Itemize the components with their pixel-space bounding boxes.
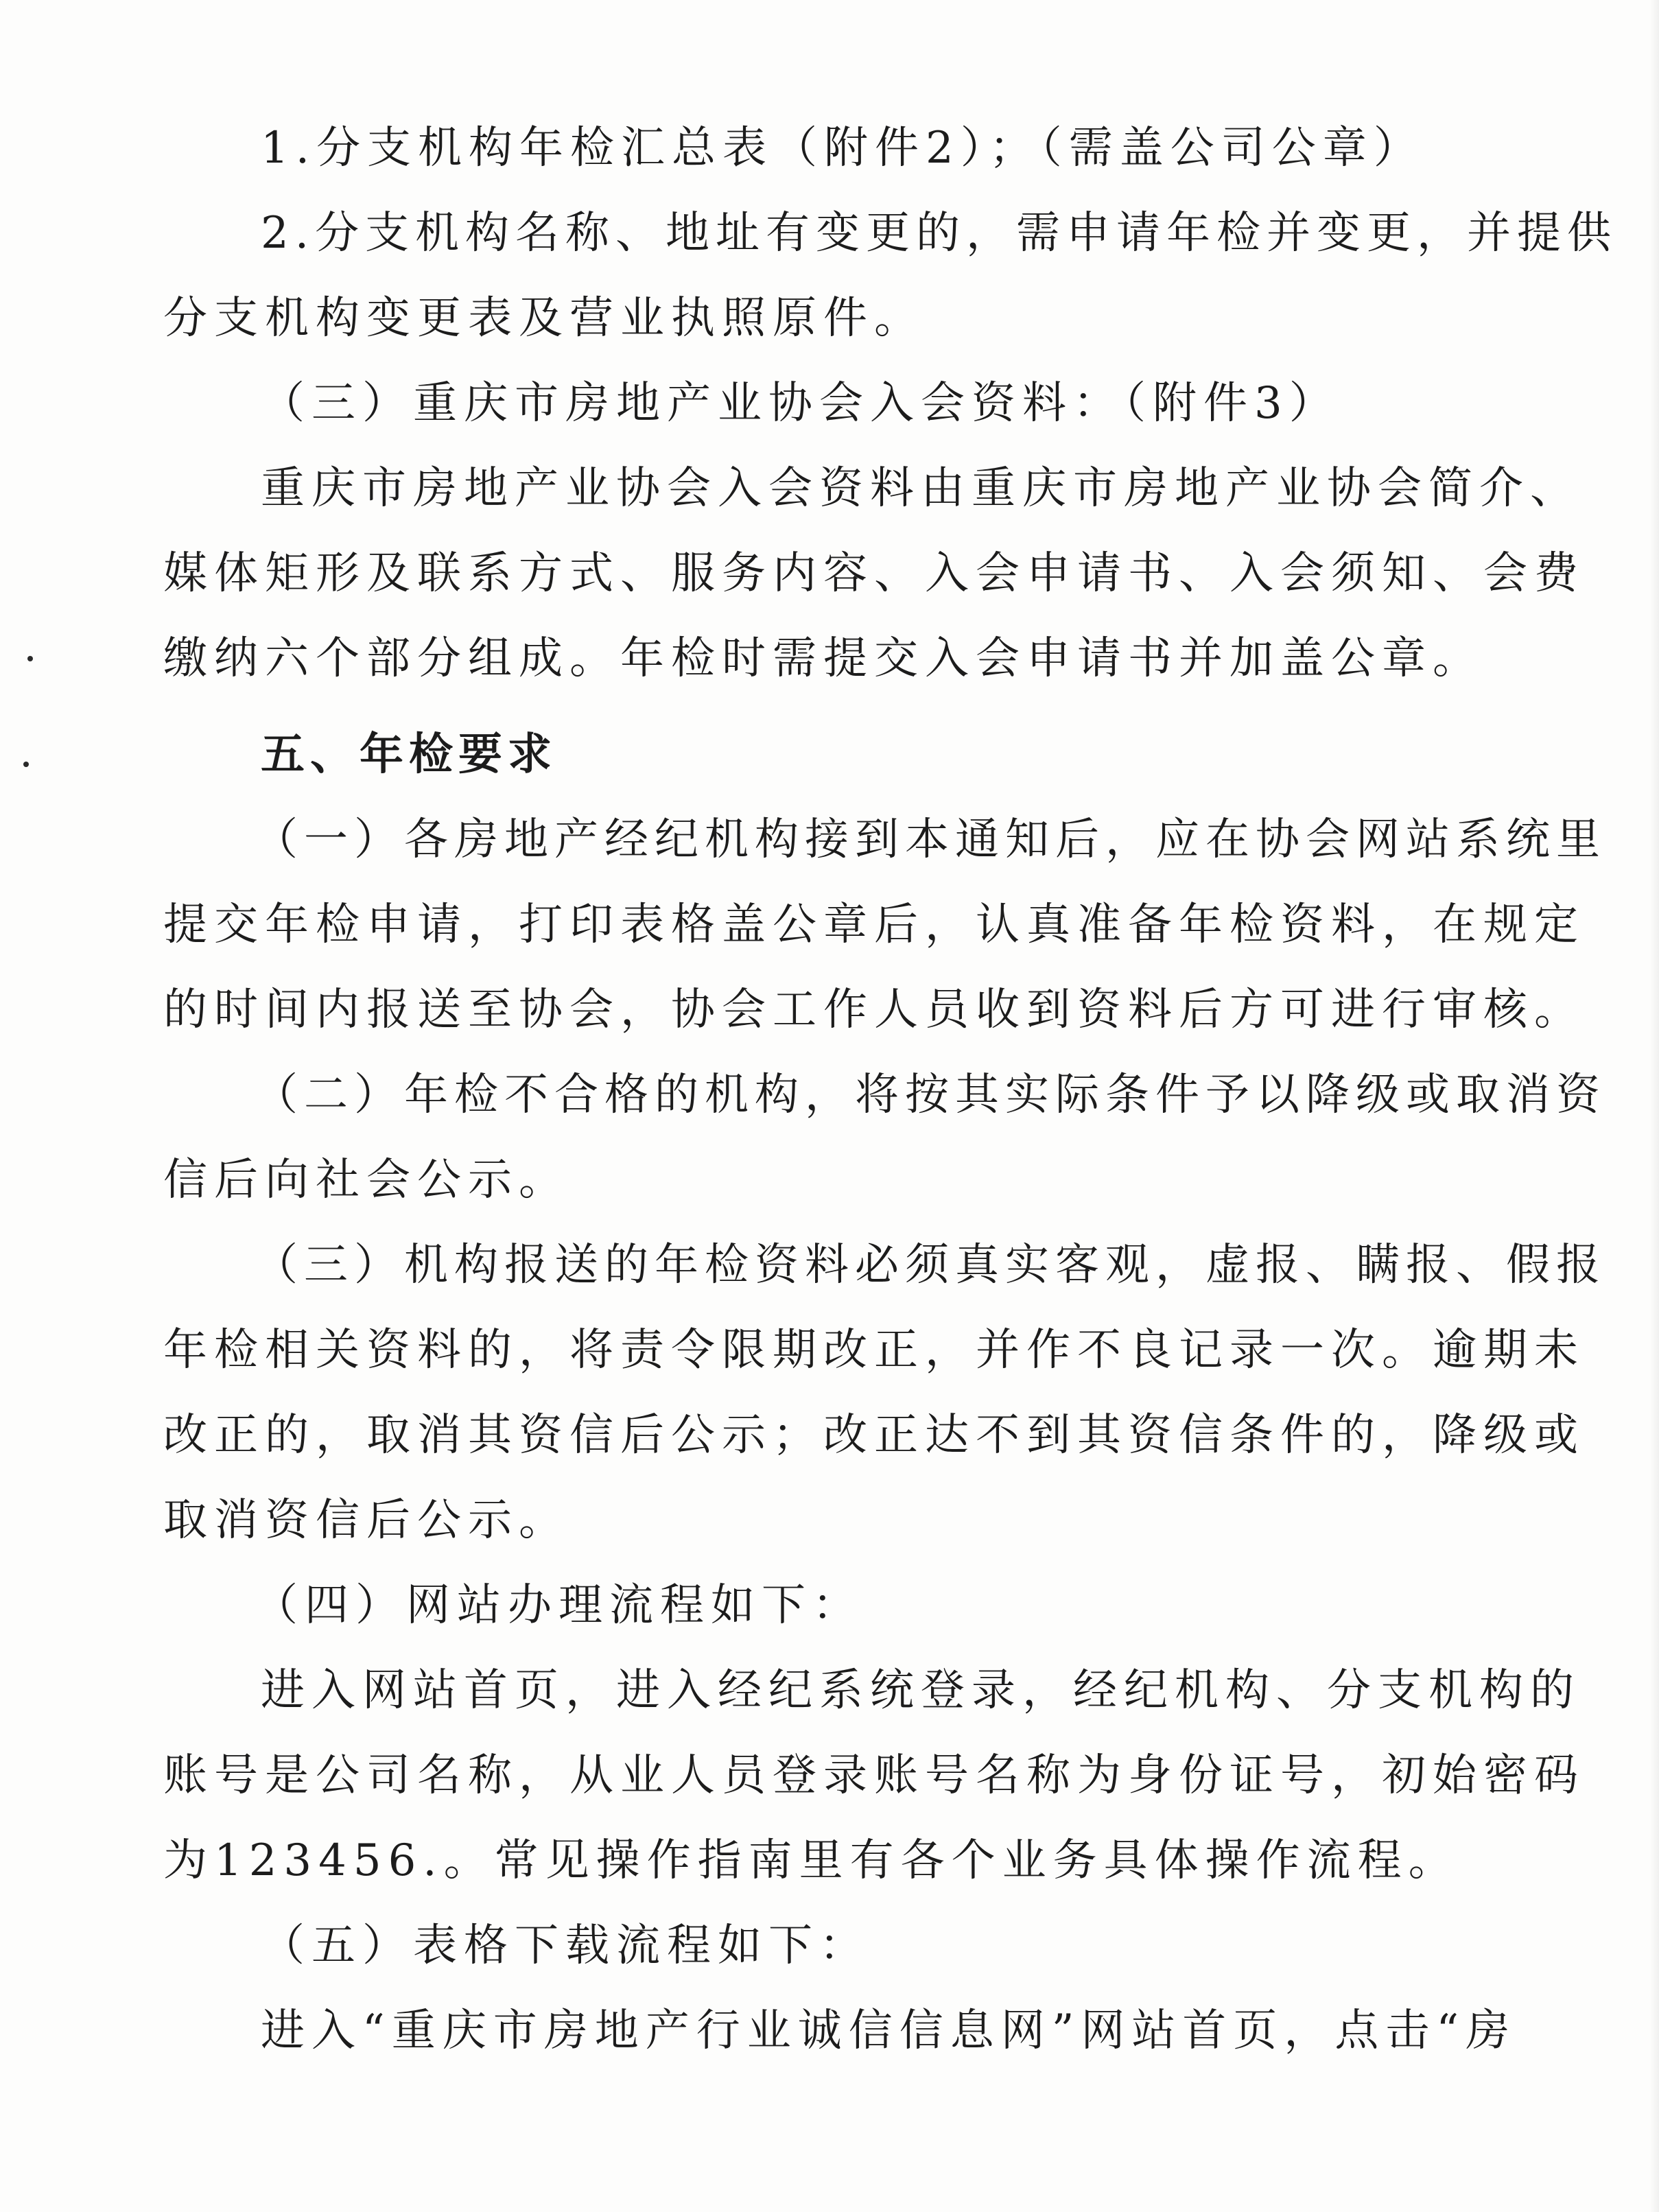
body-line-2: 2.分支机构名称、地址有变更的，需申请年检并变更，并提供 bbox=[261, 208, 1618, 259]
body-line-5: 重庆市房地产业协会入会资料由重庆市房地产业协会简介、 bbox=[261, 463, 1581, 514]
body-line-10: 提交年检申请，打印表格盖公章后，认真准备年检资料，在规定 bbox=[163, 899, 1585, 950]
body-line-6: 媒体矩形及联系方式、服务内容、入会申请书、入会须知、会费 bbox=[163, 548, 1585, 599]
body-line-1: 1.分支机构年检汇总表（附件2）；（需盖公司公章） bbox=[261, 123, 1424, 174]
body-line-21: 为123456.。常见操作指南里有各个业务具体操作流程。 bbox=[163, 1835, 1459, 1886]
subsection-heading-4: （四）网站办理流程如下： bbox=[254, 1580, 863, 1631]
scan-edge-shadow bbox=[1649, 0, 1659, 2212]
body-line-13: 信后向社会公示。 bbox=[163, 1155, 569, 1205]
scan-speck bbox=[27, 656, 33, 661]
body-line-19: 进入网站首页，进入经纪系统登录，经纪机构、分支机构的 bbox=[261, 1665, 1581, 1716]
section-heading-5: 五、年检要求 bbox=[261, 729, 557, 780]
scan-speck bbox=[23, 762, 29, 767]
body-line-15: 年检相关资料的，将责令限期改正，并作不良记录一次。逾期未 bbox=[163, 1325, 1585, 1376]
body-line-9: （一）各房地产经纪机构接到本通知后，应在协会网站系统里 bbox=[254, 814, 1606, 865]
body-line-12: （二）年检不合格的机构，将按其实际条件予以降级或取消资 bbox=[254, 1070, 1606, 1120]
body-line-20: 账号是公司名称，从业人员登录账号名称为身份证号，初始密码 bbox=[163, 1750, 1585, 1801]
body-line-11: 的时间内报送至协会，协会工作人员收到资料后方可进行审核。 bbox=[163, 985, 1585, 1035]
body-line-23: 进入“重庆市房地产行业诚信信息网”网站首页，点击“房 bbox=[261, 2005, 1517, 2056]
body-line-7: 缴纳六个部分组成。年检时需提交入会申请书并加盖公章。 bbox=[163, 633, 1483, 684]
subsection-heading-3: （三）重庆市房地产业协会入会资料：（附件3） bbox=[261, 378, 1340, 429]
body-line-14: （三）机构报送的年检资料必须真实客观，虚报、瞒报、假报 bbox=[254, 1240, 1606, 1291]
subsection-heading-5: （五）表格下载流程如下： bbox=[261, 1920, 870, 1971]
body-line-17: 取消资信后公示。 bbox=[163, 1495, 569, 1546]
body-line-3: 分支机构变更表及营业执照原件。 bbox=[163, 293, 925, 344]
body-line-16: 改正的，取消其资信后公示；改正达不到其资信条件的，降级或 bbox=[163, 1410, 1585, 1461]
